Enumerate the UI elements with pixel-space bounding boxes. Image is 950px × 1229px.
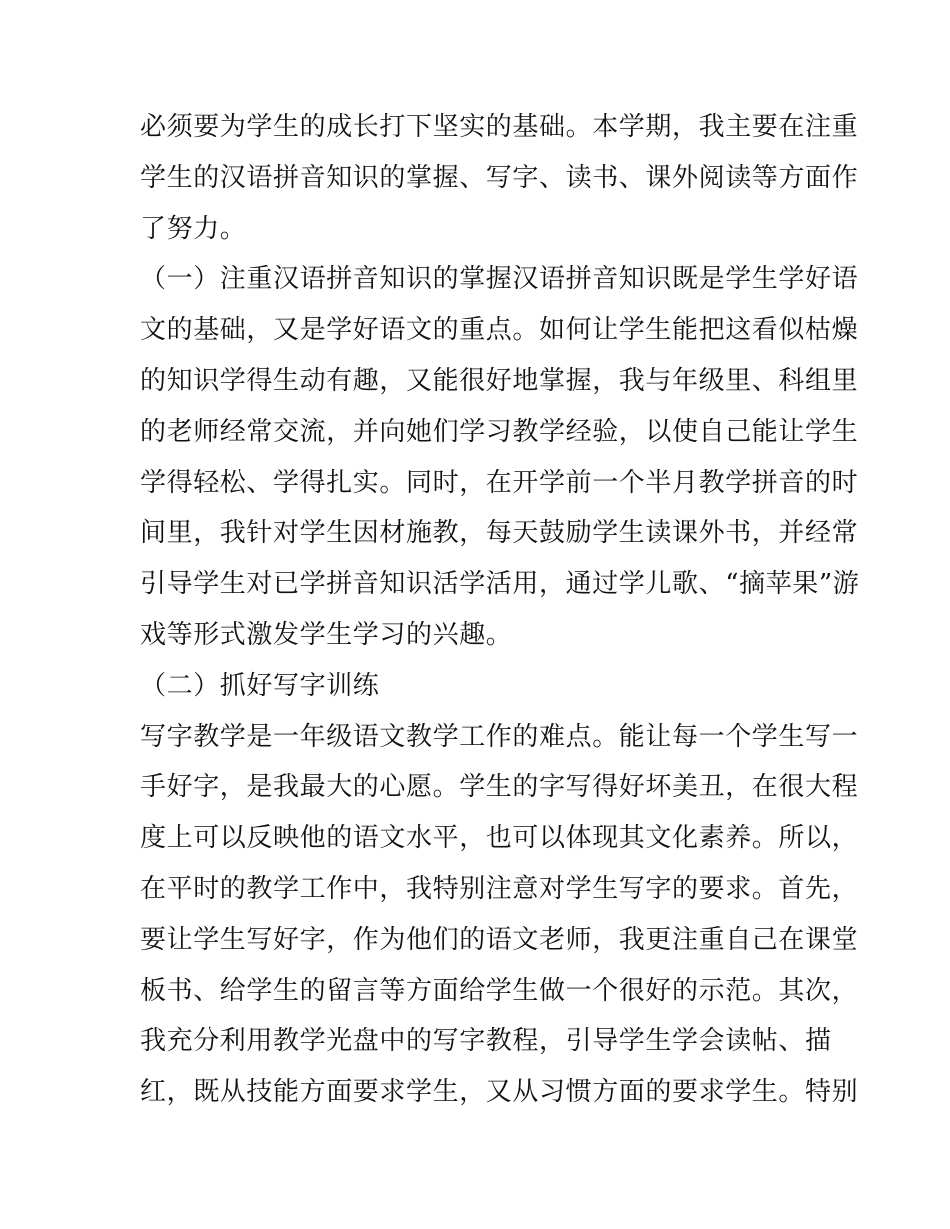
text-line: 板书、给学生的留言等方面给学生做一个很好的示范。其次， — [140, 975, 859, 1006]
text-line: 学生的汉语拼音知识的掌握、写字、读书、课外阅读等方面作 — [140, 162, 859, 193]
text-line: 引导学生对已学拼音知识活学活用，通过学儿歌、“摘苹果”游 — [140, 569, 860, 600]
text-line: 必须要为学生的成长打下坚实的基础。本学期，我主要在注重 — [140, 112, 859, 142]
text-line: 文的基础，又是学好语文的重点。如何让学生能把这看似枯燥 — [140, 315, 859, 346]
text-line: 红，既从技能方面要求学生，又从习惯方面的要求学生。特别 — [140, 1077, 859, 1108]
body-text — [140, 102, 860, 1118]
text-line: 在平时的教学工作中，我特别注意对学生写字的要求。首先， — [140, 873, 859, 904]
text-line: 手好字，是我最大的心愿。学生的字写得好坏美丑，在很大程 — [140, 772, 859, 803]
text-line: 戏等形式激发学生学习的兴趣。 — [140, 619, 513, 650]
section-heading: （二）抓好写字训练 — [140, 670, 380, 701]
text-line: 的老师经常交流，并向她们学习教学经验，以使自己能让学生 — [140, 416, 859, 447]
text-line: 我充分利用教学光盘中的写字教程，引导学生学会读帖、描 — [140, 1026, 832, 1057]
text-line: 度上可以反映他的语文水平，也可以体现其文化素养。所以， — [140, 823, 859, 854]
section-heading-line: （一）注重汉语拼音知识的掌握汉语拼音知识既是学生学好语 — [140, 264, 859, 295]
text-line: 的知识学得生动有趣，又能很好地掌握，我与年级里、科组里 — [140, 365, 859, 396]
text-line: 写字教学是一年级语文教学工作的难点。能让每一个学生写一 — [140, 721, 859, 752]
text-line: 要让学生写好字，作为他们的语文老师，我更注重自己在课堂 — [140, 924, 859, 955]
text-line: 间里，我针对学生因材施教，每天鼓励学生读课外书，并经常 — [140, 518, 859, 549]
text-line: 了努力。 — [140, 213, 247, 244]
text-line: 学得轻松、学得扎实。同时，在开学前一个半月教学拼音的时 — [140, 467, 859, 498]
